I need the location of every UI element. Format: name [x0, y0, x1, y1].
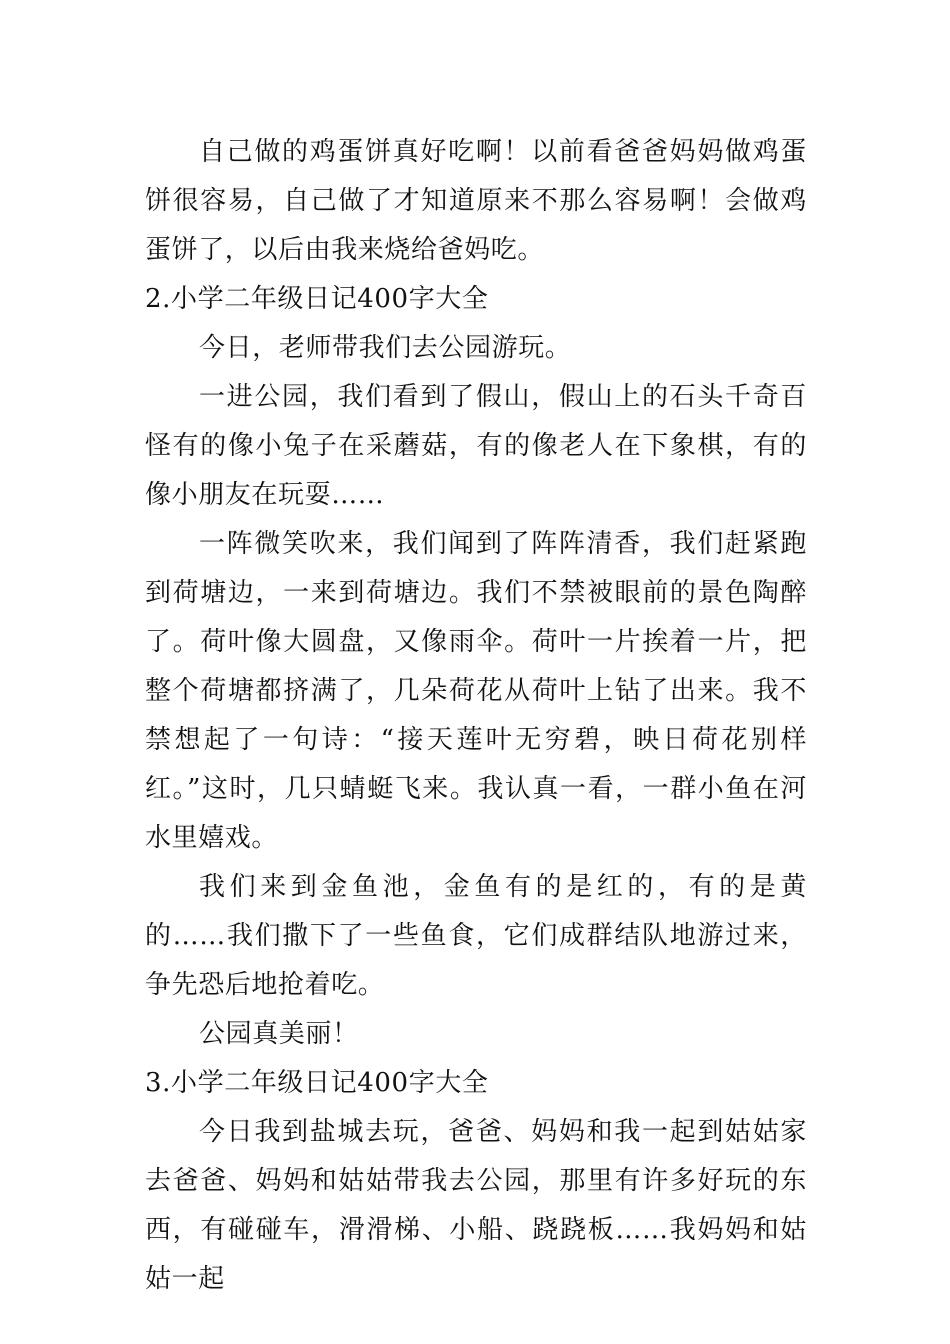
paragraph: 公园真美丽！ — [199, 1019, 359, 1049]
paragraph: 一阵微笑吹来，我们闻到了阵阵清香，我们赶紧跑到荷塘边，一来到荷塘边。我们不禁被眼前的景色陶醉了。荷叶像大圆盘，又像雨伞。荷叶一片挨着一片，把整个荷塘都挤满了，几朵荷花从荷叶上钻了出来。我不禁想起了一句诗：“接天莲叶无穷碧，映日荷花别样红。”这时，几只蜻蜓飞来。我认真一看，一群小鱼在河水里嬉戏。 — [145, 529, 807, 853]
section-heading: 3.小学二年级日记400字大全 — [145, 1068, 489, 1098]
paragraph: 一进公园，我们看到了假山，假山上的石头千奇百怪有的像小兔子在采蘑菇，有的像老人在下象棋，有的像小朋友在玩耍…… — [145, 382, 807, 510]
paragraph: 今日，老师带我们去公园游玩。 — [199, 333, 572, 363]
paragraph: 今日我到盐城去玩，爸爸、妈妈和我一起到姑姑家去爸爸、妈妈和姑姑带我去公园，那里有许多好玩的东西，有碰碰车，滑滑梯、小船、跷跷板……我妈妈和姑姑一起 — [145, 1117, 807, 1294]
paragraph: 我们来到金鱼池，金鱼有的是红的，有的是黄的……我们撒下了一些鱼食，它们成群结队地游过来，争先恐后地抢着吃。 — [145, 872, 807, 1000]
document-body — [145, 128, 807, 1304]
paragraph: 自己做的鸡蛋饼真好吃啊！以前看爸爸妈妈做鸡蛋饼很容易，自己做了才知道原来不那么容易啊！会做鸡蛋饼了，以后由我来烧给爸妈吃。 — [145, 137, 807, 265]
section-heading: 2.小学二年级日记400字大全 — [145, 284, 489, 314]
